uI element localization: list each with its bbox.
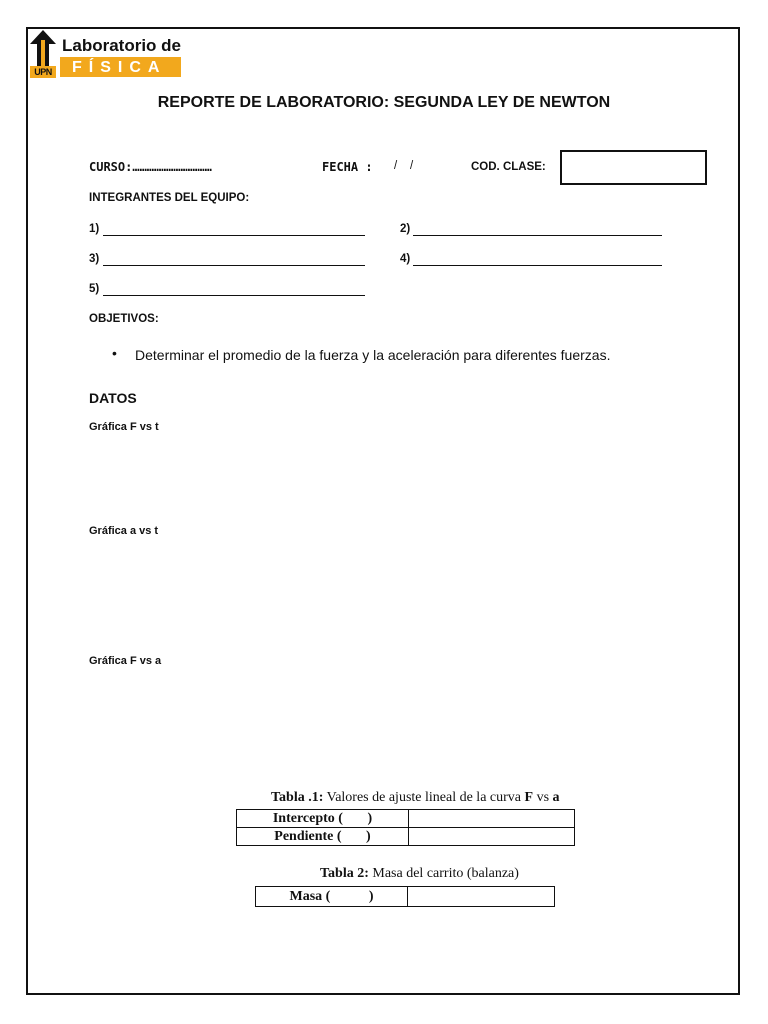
- tabla1-caption: Tabla .1: Valores de ajuste lineal de la curva F vs a: [271, 790, 560, 805]
- grafica-label-a-vs-t: Gráfica a vs t: [89, 525, 159, 537]
- objetivo-item: Determinar el promedio de la fuerza y la aceleración para diferentes fuerzas.: [135, 347, 611, 363]
- tabla2-value-cell[interactable]: [408, 887, 555, 907]
- page-title: REPORTE DE LABORATORIO: SEGUNDA LEY DE NEWTON: [157, 94, 611, 111]
- member-2-label: 2): [400, 223, 411, 235]
- tabla1-value-cell[interactable]: [409, 828, 575, 846]
- logo-text: Laboratorio de: [62, 36, 182, 55]
- cod-clase-label: COD. CLASE:: [471, 161, 546, 173]
- logo-subtext: FÍSICA: [72, 59, 167, 76]
- logo-badge: UPN: [30, 66, 56, 78]
- table-row: [256, 887, 555, 907]
- member-3-label: 3): [89, 253, 100, 265]
- objetivos-label: OBJETIVOS:: [89, 313, 159, 325]
- datos-heading: DATOS: [89, 390, 137, 406]
- member-4-line[interactable]: [413, 265, 662, 266]
- cod-clase-box[interactable]: [560, 150, 707, 185]
- tabla2: [255, 886, 555, 907]
- table-row: [237, 828, 575, 846]
- member-5-label: 5): [89, 283, 100, 295]
- grafica-label-f-vs-t: Gráfica F vs t: [89, 421, 159, 433]
- fecha-field[interactable]: / /: [394, 160, 414, 172]
- bullet-icon: •: [112, 345, 117, 361]
- tabla1-row-label: Pendiente ( ): [237, 828, 409, 846]
- member-2-line[interactable]: [413, 235, 662, 236]
- upn-logo-icon: [30, 30, 56, 78]
- tabla2-caption: Tabla 2: Masa del carrito (balanza): [320, 866, 519, 881]
- table-row: [237, 810, 575, 828]
- curso-label: CURSO:……………………………: [89, 160, 212, 174]
- tabla1-row-label: Intercepto ( ): [237, 810, 409, 828]
- tabla1: [236, 809, 575, 846]
- fecha-label: FECHA :: [322, 160, 373, 174]
- tabla1-value-cell[interactable]: [409, 810, 575, 828]
- grafica-label-f-vs-a: Gráfica F vs a: [89, 655, 162, 667]
- member-1-label: 1): [89, 223, 100, 235]
- tabla2-row-label: Masa ( ): [256, 887, 408, 907]
- member-1-line[interactable]: [103, 235, 365, 236]
- member-3-line[interactable]: [103, 265, 365, 266]
- curso-field[interactable]: ……………………………: [132, 160, 212, 174]
- member-5-line[interactable]: [103, 295, 365, 296]
- integrantes-label: INTEGRANTES DEL EQUIPO:: [89, 192, 250, 204]
- member-4-label: 4): [400, 253, 411, 265]
